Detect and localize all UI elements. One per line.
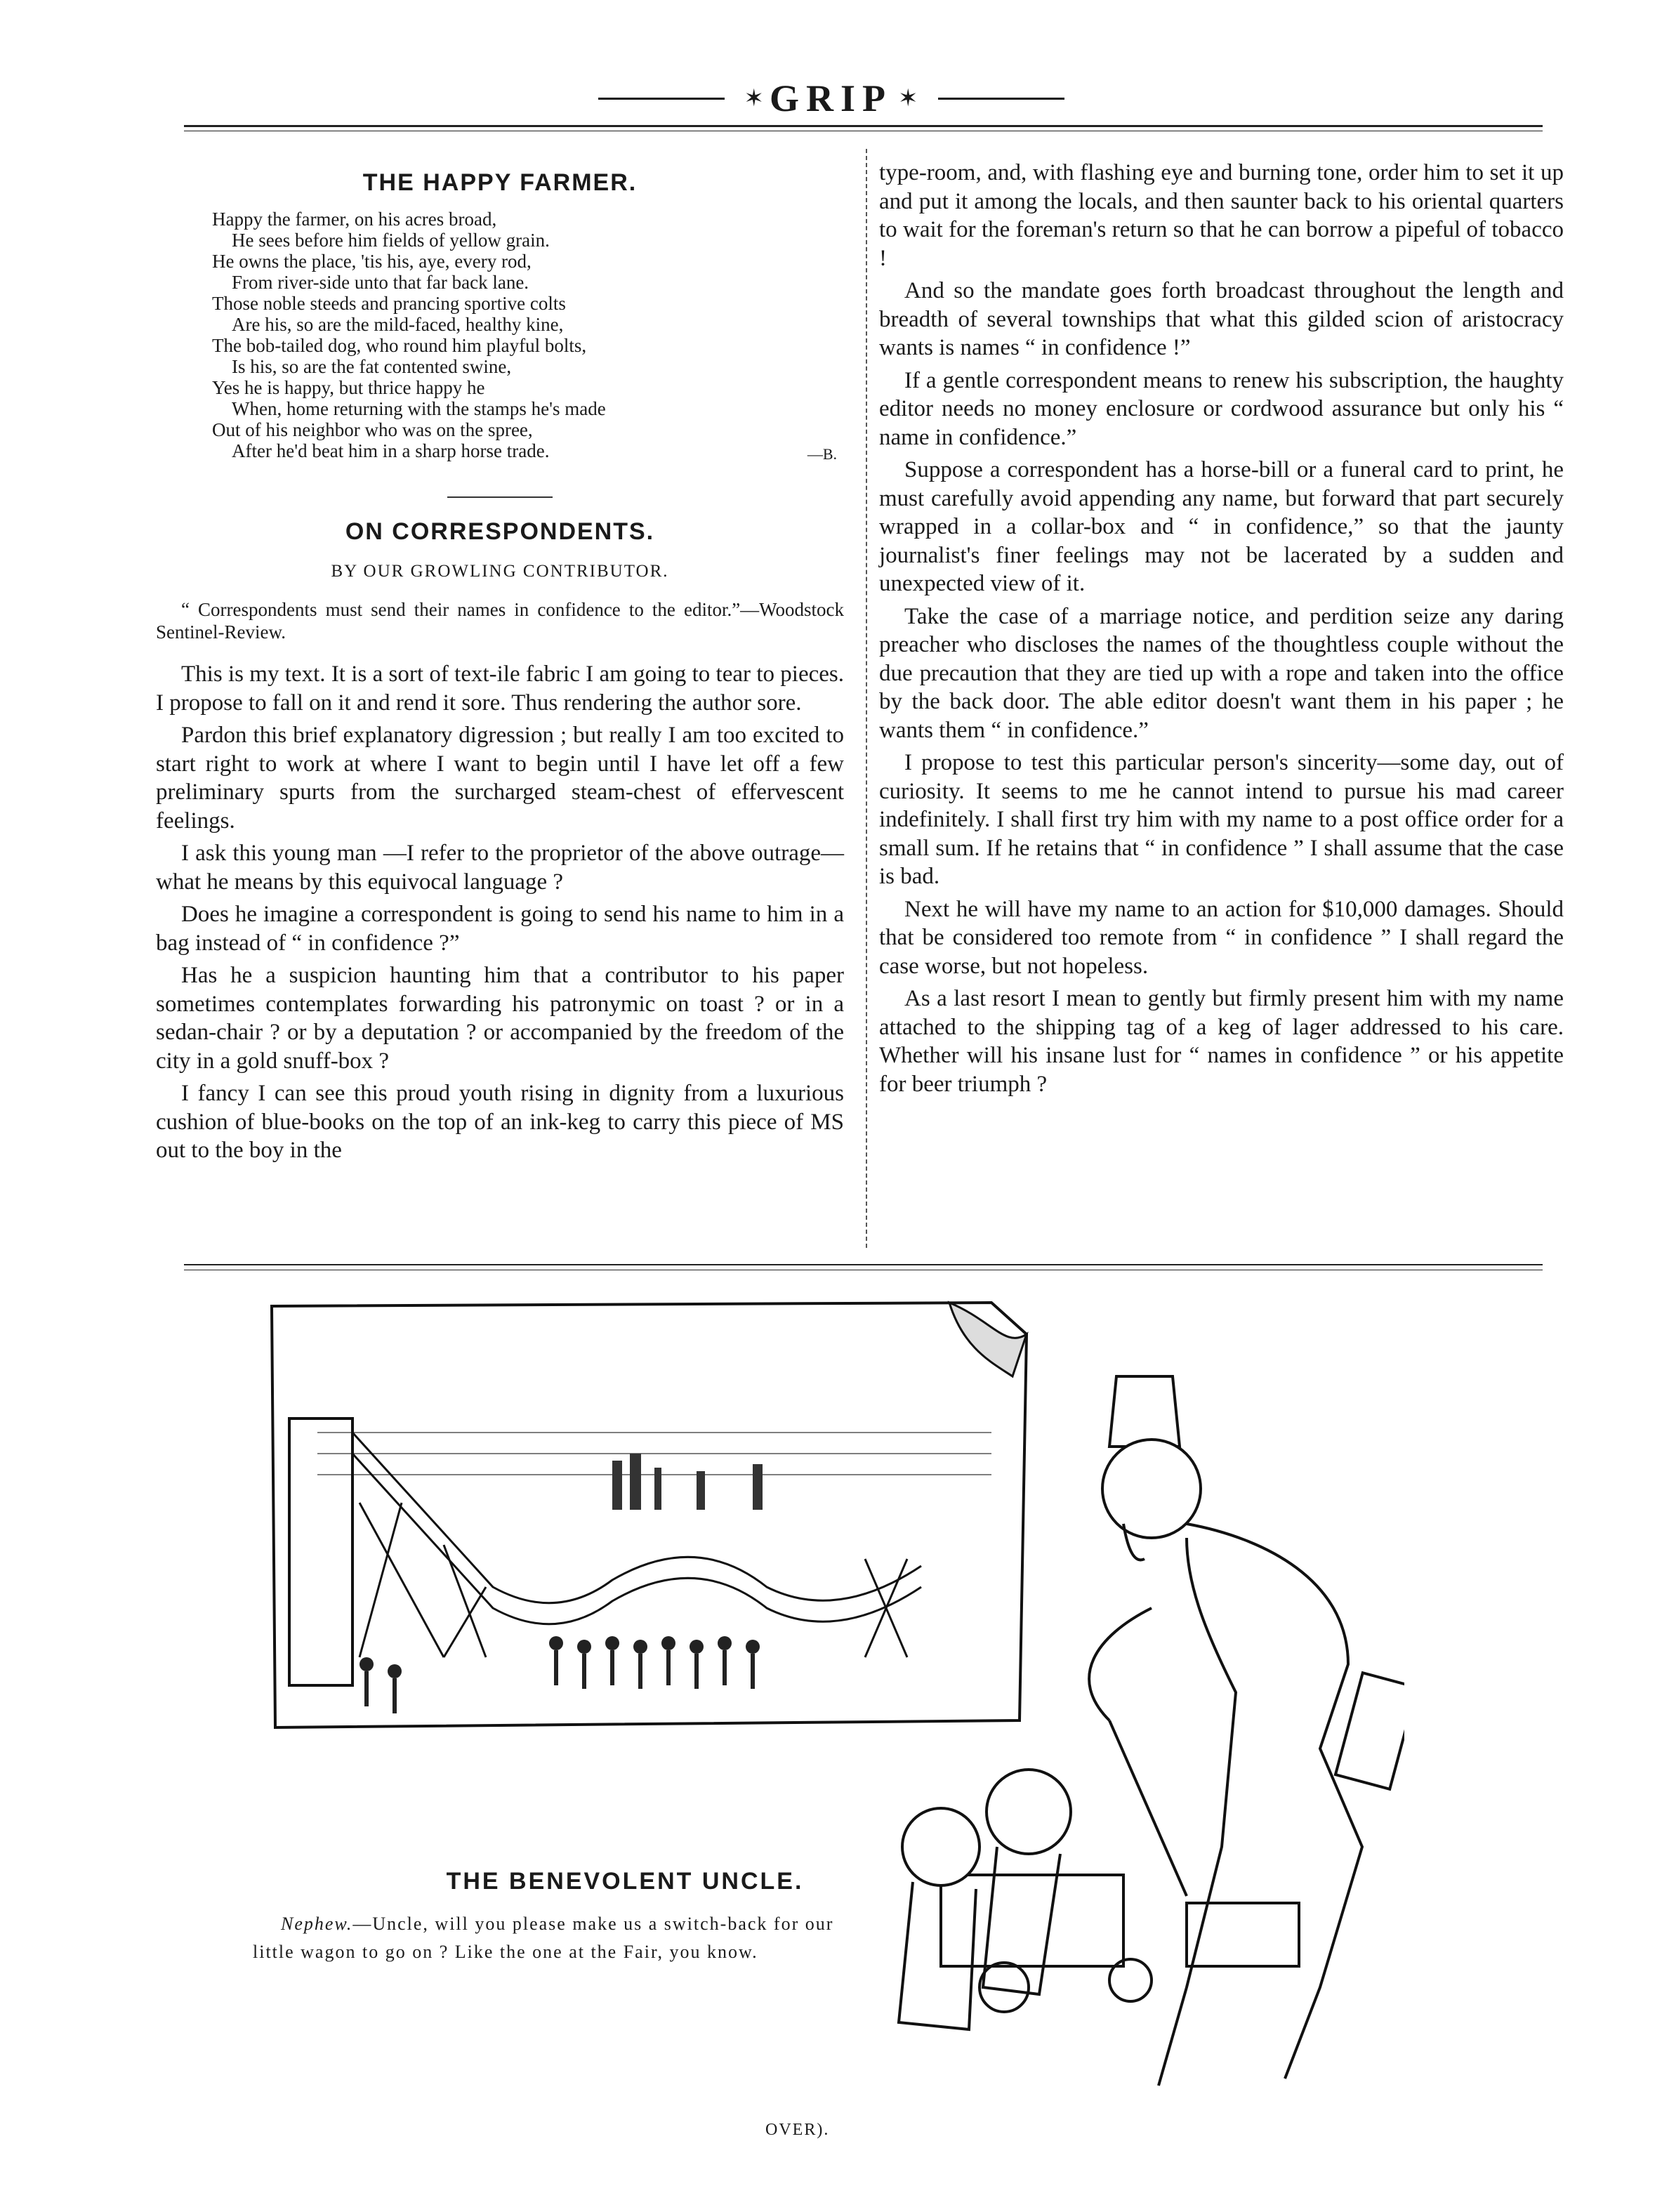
masthead-rule-right [938, 98, 1064, 100]
poem-line: From river-side unto that far back lane. [232, 271, 529, 293]
page-footer: OVER). [765, 2121, 830, 2139]
poem-line: Are his, so are the mild-faced, healthy kine, [232, 313, 564, 335]
poem-body [212, 209, 844, 461]
section-rule [184, 1264, 1543, 1265]
cartoon-caption-text: —Uncle, will you please make us a switch-back for our little wagon to go on ? Like the one at the Fair, you know. [253, 1914, 834, 1962]
section-divider [447, 496, 553, 498]
article-paragraph: And so the mandate goes forth broadcast throughout the length and breadth of several townships that what this gilded scion of aristocracy wants is names “ in confidence !” [879, 278, 1564, 360]
poem-line: He sees before him fields of yellow grain. [232, 229, 550, 251]
publication-title: GRIP [770, 77, 892, 119]
poem-line: Out of his neighbor who was on the spree, [212, 419, 533, 440]
poem-line: Is his, so are the fat contented swine, [232, 355, 512, 377]
poem-line: After he'd beat him in a sharp horse trade. [232, 440, 550, 461]
right-column [879, 159, 1564, 1102]
article-paragraph: As a last resort I mean to gently but firmly present him with my name attached to the shipping tag of a keg of lager addressed to his care. Whether will his insane lust for “ names in confidence ” or his appetite for beer triumph ? [879, 986, 1564, 1097]
article-paragraph: Next he will have my name to an action for $10,000 damages. Should that be considered too remote from “ in confidence ” I shall regard the case worse, but not hopeless. [879, 896, 1564, 979]
cartoon-speaker: Nephew. [281, 1914, 353, 1934]
star-ornament-icon: ✶ [898, 86, 918, 112]
header-rule [184, 125, 1543, 127]
masthead [0, 70, 1662, 126]
article-title: ON CORRESPONDENTS. [345, 518, 655, 545]
article-paragraph: I fancy I can see this proud youth rising in dignity from a luxurious cushion of blue-books on the top of an ink-keg to carry this piece of MS out to the boy in the [156, 1081, 844, 1163]
article-paragraph: Does he imagine a correspondent is going to send his name to him in a bag instead of “ in confidence ?” [156, 902, 844, 956]
poem-line: Those noble steeds and prancing sportive colts [212, 292, 566, 314]
poem-signature: —B. [807, 445, 837, 463]
cartoon-title: THE BENEVOLENT UNCLE. [446, 1868, 804, 1895]
article-paragraph: I ask this young man —I refer to the proprietor of the above outrage—what he means by this equivocal language ? [156, 841, 844, 895]
article-paragraph: type-room, and, with flashing eye and burning tone, order him to set it up and put it among the locals, and then saunter back to his oriental quarters to wait for the foreman's return so that he can borrow a pipeful of tobacco ! [879, 160, 1564, 271]
poem-line: Happy the farmer, on his acres broad, [212, 208, 497, 230]
article-paragraph: Take the case of a marriage notice, and perdition seize any daring preacher who discloses the names of the thoughtless couple without the due precaution that they are tied up with a rope and taken into the office by the back door. The able editor doesn't want them in his paper ; he wants them “ in confidence.” [879, 603, 1564, 743]
article-paragraph: Suppose a correspondent has a horse-bill or a funeral card to print, he must carefully avoid appending any name, but forward that part securely wrapped in a collar-box and “ in confidence,” so that the jaunty journalist's finer feelings may not be lacerated by a sudden and unexpected view of it. [879, 457, 1564, 596]
article-paragraph: If a gentle correspondent means to renew his subscription, the haughty editor needs no money enclosure or cordwood assurance but only his “ name in confidence.” [879, 367, 1564, 450]
poem-title: THE HAPPY FARMER. [362, 169, 638, 196]
poem-line: Yes he is happy, but thrice happy he [212, 376, 485, 398]
star-ornament-icon: ✶ [744, 86, 764, 112]
uncle-and-children-illustration [857, 1355, 1404, 2107]
poem-line: When, home returning with the stamps he's made [232, 397, 606, 419]
article-paragraph: Has he a suspicion haunting him that a contributor to his paper sometimes contemplates forwarding his patronymic on toast ? or in a sedan-chair ? or by a deputation ? or accompanied by the freedom of the city in a gold snuff-box ? [156, 963, 844, 1074]
poem-line: He owns the place, 'tis his, aye, every rod, [212, 250, 532, 272]
poem-line: The bob-tailed dog, who round him playful bolts, [212, 334, 587, 356]
cartoon-caption [253, 1910, 871, 1966]
left-column [156, 169, 844, 1169]
masthead-rule-left [598, 98, 725, 100]
column-divider [866, 149, 867, 1248]
article-byline: BY OUR GROWLING CONTRIBUTOR. [331, 561, 669, 581]
article-epigraph: “ Correspondents must send their names in confidence to the editor.”—Woodstock Sentinel-Review. [156, 599, 844, 643]
article-paragraph: Pardon this brief explanatory digression ; but really I am too excited to start right to work at where I want to begin until I have let off a few preliminary spurts from the surcharged steam-chest of effervescent feelings. [156, 723, 844, 834]
article-paragraph: This is my text. It is a sort of text-ile fabric I am going to tear to pieces. I propose to fall on it and rend it sore. Thus rendering the author sore. [156, 661, 844, 716]
article-paragraph: I propose to test this particular person's sincerity—some day, out of curiosity. It seems to me he cannot intend to pursue his mad career indefinitely. I shall first try him with my name to a post office order for a small sum. If he retains that “ in confidence ” I shall assume that the case is bad. [879, 750, 1564, 889]
